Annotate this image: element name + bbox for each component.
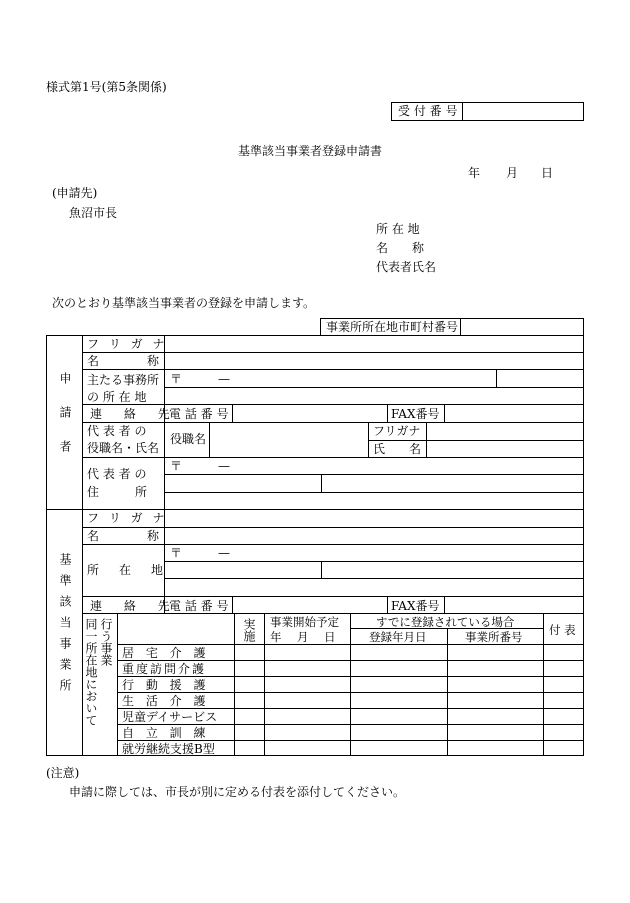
service-behavior-support: 行 動 援 護 [122,678,210,692]
facility-side-label: 基準該当事業所 [58,553,72,700]
facility-fax-label: FAX番号 [391,599,440,613]
applicant-name-label: 名 称 [376,241,425,255]
rep-name-label: 氏 名 [373,442,422,456]
applicant-phone-label: 電 話 番 号 [169,407,229,421]
intro-text: 次のとおり基準該当事業者の登録を申請します。 [52,296,316,310]
date-month: 月 [506,166,519,180]
applicant-rep-label: 代表者氏名 [376,260,437,274]
service-home-care: 居 宅 介 護 [122,646,210,660]
service-severe-visit-care: 重度訪問介護 [122,662,207,676]
receipt-number-label: 受 付 番 号 [398,104,458,118]
registration-date-header: 登録年月日 [369,630,427,644]
facility-name-label: 名 称 [87,529,163,543]
service-life-care: 生 活 介 護 [122,694,210,708]
applicant-contact-label: 連 絡 先 [90,407,179,421]
municipality-number-label: 事業所所在地市町村番号 [326,320,459,334]
facility-phone-label: 電 話 番 号 [169,599,229,613]
attached-table-header: 付 表 [549,623,576,637]
date-year: 年 [468,166,481,180]
already-registered-header: すでに登録されている場合 [376,615,515,629]
applicant-furigana-label: フ リ ガ ナ [87,337,168,351]
rep-title-label-2: 役職名・氏名 [87,441,160,455]
main-office-postal: 〒 — [170,372,231,386]
rep-title-label-1: 代 表 者 の [87,424,147,438]
service-child-day-service: 児童デイサービス [122,710,218,724]
rep-address-postal: 〒 — [170,459,231,473]
service-independence-training: 自 立 訓 練 [122,726,210,740]
facility-furigana-label: フ リ ガ ナ [87,511,168,525]
rep-furigana-label: フリガナ [373,424,421,438]
date-day: 日 [541,166,554,180]
addressee-name: 魚沼市長 [69,206,118,220]
job-title-label: 役職名 [170,432,207,446]
municipality-number-field[interactable] [462,320,580,334]
service-label: 行う事業 [99,618,113,666]
facility-postal: 〒 — [170,546,231,560]
addressee-label: (申請先) [52,186,98,200]
notes-text: 申請に際しては、市長が別に定める付表を添付してください。 [69,785,406,799]
applicant-side-label: 申請者 [58,372,72,474]
start-planned-header: 事業開始予定 [270,615,339,629]
form-number: 様式第1号(第5条関係) [46,80,167,94]
facility-number-header: 事業所番号 [465,630,523,644]
same-location-label: 同一所在地において [84,618,98,726]
rep-address-label-1: 代 表 者 の [87,467,147,481]
rep-address-label-2: 住 所 [87,485,152,499]
service-employment-support-b: 就労継続支援B型 [122,742,215,756]
applicant-name-row-label: 名 称 [87,354,163,368]
applicant-fax-label: FAX番号 [391,407,440,421]
implemented-header: 実施 [242,618,256,642]
start-ymd-header: 年 月 日 [270,630,338,644]
notes-label: (注意) [46,766,80,780]
facility-contact-label: 連 絡 先 [90,599,179,613]
main-office-label-1: 主たる事務所 [87,373,160,387]
facility-address-label: 所 在 地 [87,563,168,577]
main-office-label-2: の 所 在 地 [87,390,147,404]
document-title: 基準該当事業者登録申請書 [238,144,383,158]
applicant-address-label: 所 在 地 [376,222,420,236]
